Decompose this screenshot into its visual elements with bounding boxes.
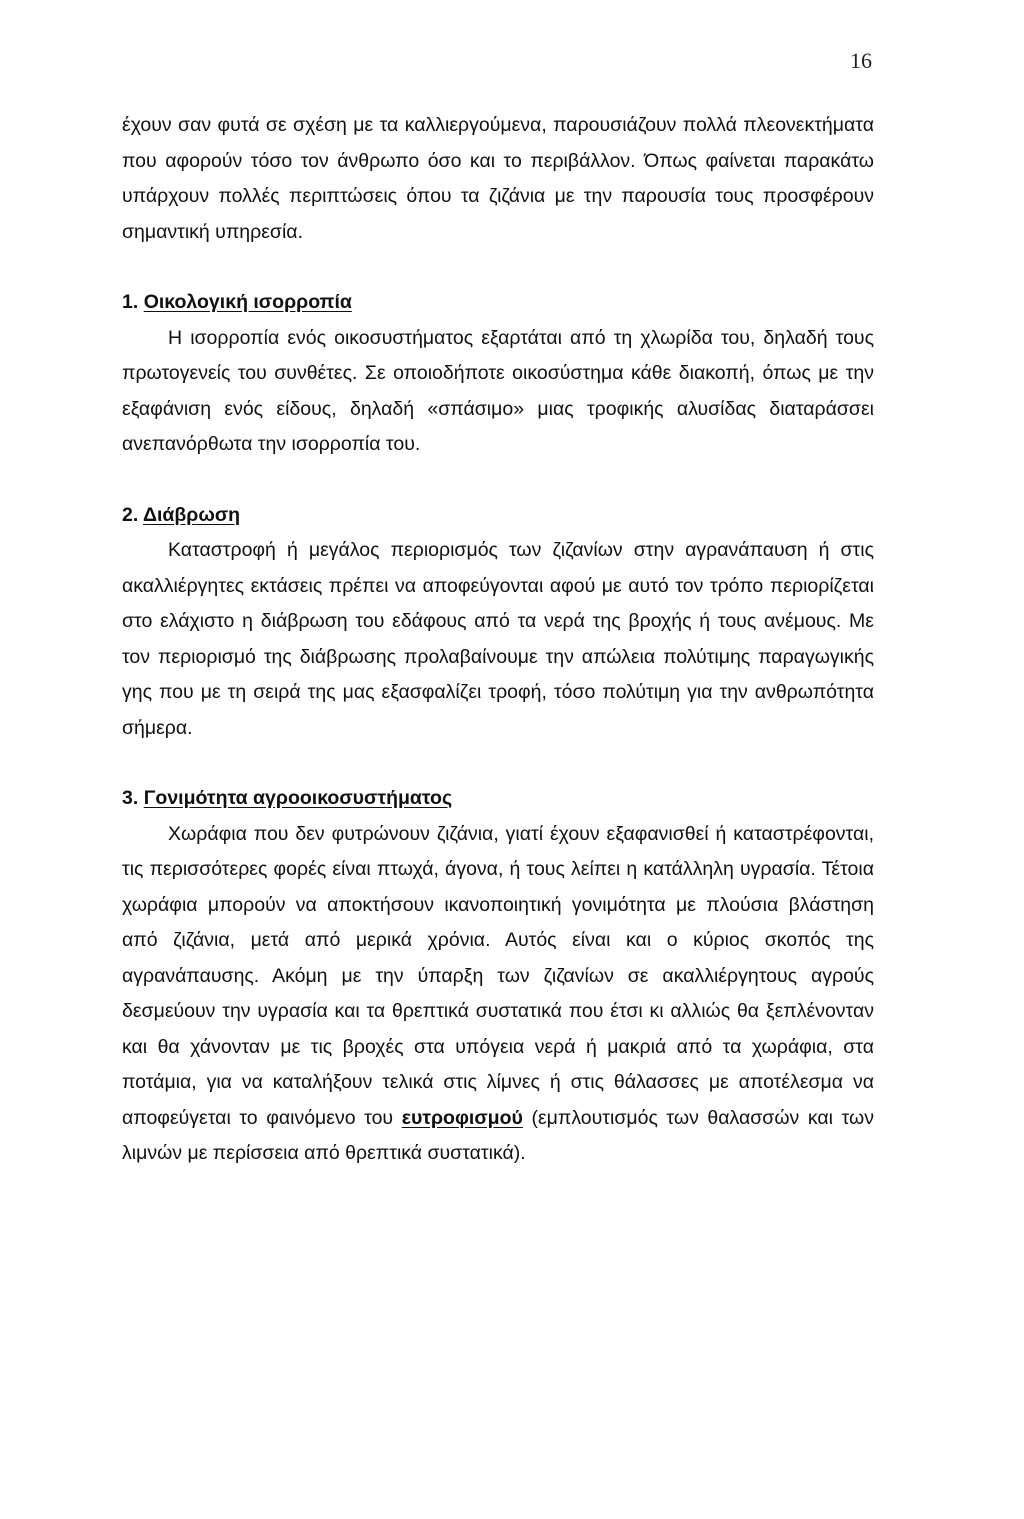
section-title: Γονιμότητα αγροοικοσυστήματος [143, 787, 453, 809]
document-body [122, 108, 874, 1172]
section-paragraph: Η ισορροπία ενός οικοσυστήματος εξαρτάται από τη χλωρίδα του, δηλαδή τους πρωτογενείς του συνθέτες. Σε οποιοδήποτε οικοσύστημα κάθε διακοπή, όπως με την εξαφάνιση ενός είδους, δηλαδή «σπάσιμο» μιας τροφικής αλυσίδας διαταράσσει ανεπανόρθωτα την ισορροπία του. [122, 326, 874, 455]
section-heading [122, 285, 874, 321]
page-number: 16 [850, 48, 872, 73]
section-title: Διάβρωση [142, 503, 241, 526]
section-fertility [122, 781, 874, 1172]
section-number: 3. [122, 787, 139, 809]
section-heading [122, 781, 874, 817]
section-paragraph [122, 817, 874, 1172]
intro-paragraph: έχουν σαν φυτά σε σχέση με τα καλλιεργούμενα, παρουσιάζουν πολλά πλεονεκτήματα που αφορούν τόσο τον άνθρωπο όσο και το περιβάλλον. Όπως φαίνεται παρακάτω υπάρχουν πολλές περιπτώσεις όπου τα ζιζάνια με την παρουσία τους προσφέρουν σημαντική υπηρεσία. [122, 114, 874, 243]
paragraph-text-before: Χωράφια που δεν φυτρώνουν ζιζάνια, γιατί έχουν εξαφανισθεί ή καταστρέφονται, τις περισσότερες φορές είναι πτωχά, άγονα, ή τους λείπει η κατάλληλη υγρασία. Τέτοια χωράφια μπορούν να αποκτήσουν ικανοποιητική γονιμότητα με πλούσια βλάστηση από ζιζάνια, μετά από μερικά χρόνια. Αυτός είναι και ο κύριος σκοπός της αγρανάπαυσης. Ακόμη με την ύπαρξη των ζιζανίων σε ακαλλιέργητους αγρούς δεσμεύουν την υγρασία και τα θρεπτικά συστατικά που έτσι κι αλλιώς θα ξεπλένονταν και θα χάνονταν με τις βροχές στα υπόγεια νερά ή μακριά από τα χωράφια, στα ποτάμια, για να καταλήξουν τελικά στις λίμνες ή στις θάλασσες με αποτέλεσμα να αποφεύγεται το φαινόμενο του [122, 822, 874, 1129]
section-ecological-balance [122, 285, 874, 463]
section-heading [122, 498, 874, 534]
section-number: 1. [122, 291, 139, 313]
section-paragraph: Καταστροφή ή μεγάλος περιορισμός των ζιζανίων στην αγρανάπαυση ή στις ακαλλιέργητες εκτάσεις πρέπει να αποφεύγονται αφού με αυτό τον τρόπο περιορίζεται στο ελάχιστο η διάβρωση του εδάφους από τα νερά της βροχής ή τους ανέμους. Με τον περιορισμό της διάβρωσης προλαβαίνουμε την απώλεια πολύτιμης παραγωγικής γης που με τη σειρά της μας εξασφαλίζει τροφή, τόσο πολύτιμη για την ανθρωπότητα σήμερα. [122, 539, 874, 739]
paragraph-text-after: (εμπλουτισμός των θαλασσών και των λιμνών με περίσσεια από θρεπτικά συστατικά). [122, 1106, 874, 1164]
section-number: 2. [122, 503, 139, 526]
section-erosion [122, 498, 874, 747]
emphasis-term: ευτροφισμού [401, 1106, 523, 1129]
section-title: Οικολογική ισορροπία [143, 291, 352, 313]
